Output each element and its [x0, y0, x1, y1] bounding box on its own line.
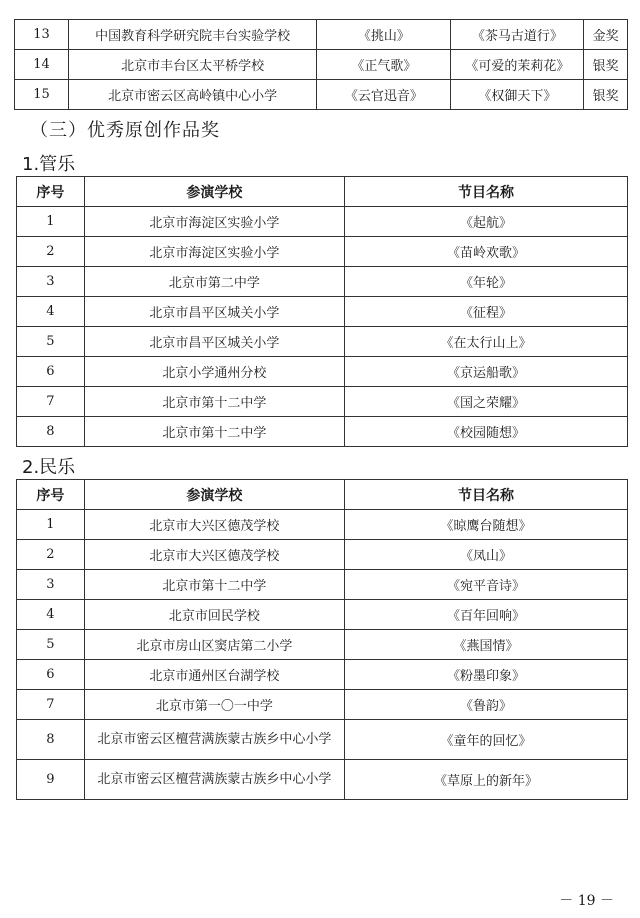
- row-number: 3: [17, 570, 85, 600]
- program-name: 《在太行山上》: [344, 327, 627, 357]
- program-name: 《童年的回忆》: [344, 720, 627, 760]
- program-name: 《宛平音诗》: [344, 570, 627, 600]
- program-name: 《权御天下》: [451, 80, 584, 110]
- table-header-row: [17, 177, 628, 207]
- award-table-continued: [14, 19, 628, 110]
- table-row: [17, 630, 628, 660]
- row-number: 9: [17, 760, 85, 800]
- program-name: 《晾鹰台随想》: [344, 510, 627, 540]
- school-name: 北京市第一〇一中学: [84, 690, 344, 720]
- school-name: 北京市通州区台湖学校: [84, 660, 344, 690]
- school-name: 北京市第十二中学: [84, 417, 344, 447]
- table-row: [17, 690, 628, 720]
- row-number: 14: [15, 50, 69, 80]
- program-name: 《京运船歌》: [344, 357, 627, 387]
- award-level: 银奖: [584, 80, 628, 110]
- table-row: [17, 720, 628, 760]
- program-name: 《国之荣耀》: [344, 387, 627, 417]
- program-name: 《校园随想》: [344, 417, 627, 447]
- school-name: 北京市第二中学: [84, 267, 344, 297]
- school-name: 北京市密云区檀营满族蒙古族乡中心小学: [84, 760, 344, 800]
- guanyue-table: [16, 176, 628, 447]
- row-number: 8: [17, 720, 85, 760]
- table-row: [17, 760, 628, 800]
- table-row: [17, 267, 628, 297]
- school-name: 北京市海淀区实验小学: [84, 207, 344, 237]
- program-name: 《起航》: [344, 207, 627, 237]
- table-header-row: [17, 480, 628, 510]
- school-name: 北京市回民学校: [84, 600, 344, 630]
- school-name: 北京市房山区窦店第二小学: [84, 630, 344, 660]
- row-number: 2: [17, 237, 85, 267]
- program-name: 《征程》: [344, 297, 627, 327]
- page-number: － 19 －: [559, 893, 614, 909]
- row-number: 5: [17, 327, 85, 357]
- row-number: 6: [17, 660, 85, 690]
- program-name: 《茶马古道行》: [451, 20, 584, 50]
- row-number: 8: [17, 417, 85, 447]
- column-header-program: 节目名称: [344, 480, 627, 510]
- table-row: [17, 327, 628, 357]
- row-number: 7: [17, 690, 85, 720]
- row-number: 15: [15, 80, 69, 110]
- table-row: [15, 50, 628, 80]
- program-name: 《年轮》: [344, 267, 627, 297]
- school-name: 北京市密云区高岭镇中心小学: [69, 80, 317, 110]
- school-name: 中国教育科学研究院丰台实验学校: [69, 20, 317, 50]
- program-name: 《凤山》: [344, 540, 627, 570]
- school-name: 北京市昌平区城关小学: [84, 327, 344, 357]
- column-header-program: 节目名称: [344, 177, 627, 207]
- column-header-school: 参演学校: [84, 177, 344, 207]
- row-number: 13: [15, 20, 69, 50]
- program-name: 《粉墨印象》: [344, 660, 627, 690]
- school-name: 北京市丰台区太平桥学校: [69, 50, 317, 80]
- table-row: [17, 297, 628, 327]
- subsection-heading-minyue: 2.民乐: [22, 457, 76, 478]
- row-number: 6: [17, 357, 85, 387]
- school-name: 北京小学通州分校: [84, 357, 344, 387]
- award-level: 金奖: [584, 20, 628, 50]
- table-row: [17, 660, 628, 690]
- table-row: [17, 510, 628, 540]
- row-number: 2: [17, 540, 85, 570]
- table-row: [15, 80, 628, 110]
- row-number: 4: [17, 600, 85, 630]
- minyue-table: [16, 479, 628, 800]
- program-name: 《正气歌》: [317, 50, 451, 80]
- section-heading: （三）优秀原创作品奖: [30, 120, 220, 141]
- table-row: [17, 540, 628, 570]
- school-name: 北京市大兴区德茂学校: [84, 510, 344, 540]
- school-name: 北京市大兴区德茂学校: [84, 540, 344, 570]
- table-row: [17, 417, 628, 447]
- row-number: 5: [17, 630, 85, 660]
- award-level: 银奖: [584, 50, 628, 80]
- program-name: 《苗岭欢歌》: [344, 237, 627, 267]
- subsection-heading-guanyue: 1.管乐: [22, 154, 76, 175]
- column-header-number: 序号: [17, 480, 85, 510]
- table-row: [17, 387, 628, 417]
- column-header-school: 参演学校: [84, 480, 344, 510]
- program-name: 《云官迅音》: [317, 80, 451, 110]
- program-name: 《可爱的茉莉花》: [451, 50, 584, 80]
- row-number: 4: [17, 297, 85, 327]
- table-row: [17, 237, 628, 267]
- column-header-number: 序号: [17, 177, 85, 207]
- row-number: 1: [17, 207, 85, 237]
- row-number: 1: [17, 510, 85, 540]
- row-number: 7: [17, 387, 85, 417]
- school-name: 北京市第十二中学: [84, 387, 344, 417]
- program-name: 《挑山》: [317, 20, 451, 50]
- table-row: [17, 357, 628, 387]
- school-name: 北京市海淀区实验小学: [84, 237, 344, 267]
- table-row: [17, 600, 628, 630]
- row-number: 3: [17, 267, 85, 297]
- program-name: 《燕国情》: [344, 630, 627, 660]
- program-name: 《百年回响》: [344, 600, 627, 630]
- program-name: 《草原上的新年》: [344, 760, 627, 800]
- school-name: 北京市第十二中学: [84, 570, 344, 600]
- table-row: [15, 20, 628, 50]
- school-name: 北京市密云区檀营满族蒙古族乡中心小学: [84, 720, 344, 760]
- program-name: 《鲁韵》: [344, 690, 627, 720]
- table-row: [17, 570, 628, 600]
- table-row: [17, 207, 628, 237]
- school-name: 北京市昌平区城关小学: [84, 297, 344, 327]
